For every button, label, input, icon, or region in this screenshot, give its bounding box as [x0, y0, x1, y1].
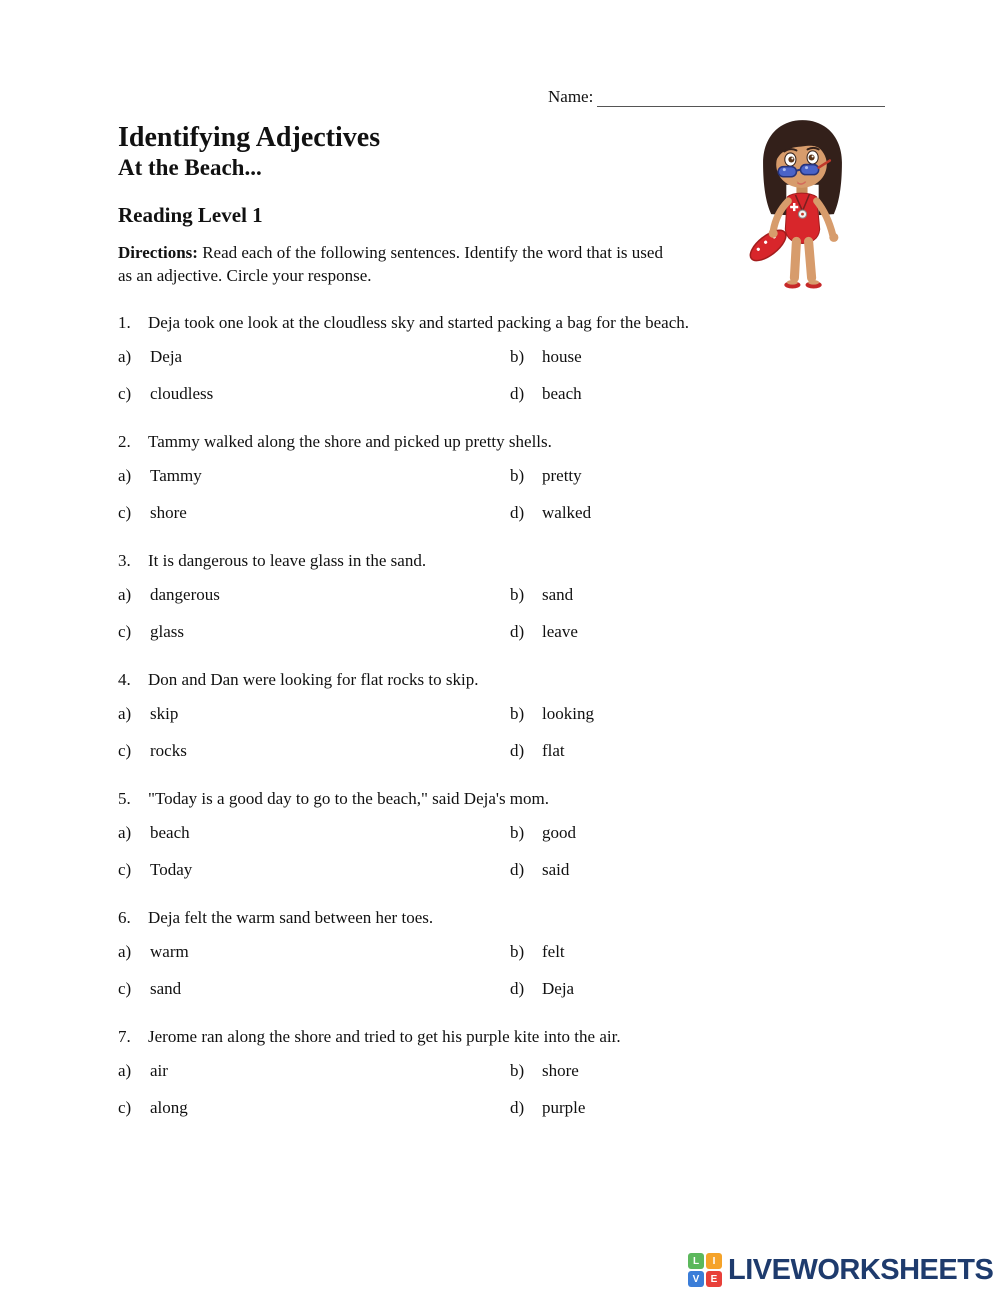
question-sentence: It is dangerous to leave glass in the sand.	[148, 551, 427, 570]
option-text: dangerous	[150, 585, 220, 604]
question-block	[118, 550, 882, 643]
question-block	[118, 788, 882, 881]
directions-body: Read each of the following sentences. Identify the word that is used as an adjective. Circle your response.	[118, 243, 663, 285]
answer-option-b[interactable]	[510, 1060, 882, 1082]
option-text: shore	[150, 503, 187, 522]
question-options	[118, 703, 882, 762]
question-options	[118, 941, 882, 1000]
answer-option-b[interactable]	[510, 346, 882, 368]
option-letter: a)	[118, 585, 132, 604]
option-letter: c)	[118, 860, 132, 879]
option-text: along	[150, 1098, 188, 1117]
answer-option-d[interactable]	[510, 740, 882, 762]
question-sentence-row	[118, 1026, 882, 1048]
directions-text	[118, 241, 678, 287]
option-letter: b)	[510, 585, 525, 604]
question-block	[118, 431, 882, 524]
answer-option-a[interactable]	[118, 822, 510, 844]
answer-option-d[interactable]	[510, 621, 882, 643]
answer-option-c[interactable]	[118, 383, 510, 405]
option-letter: d)	[510, 622, 525, 641]
option-letter: c)	[118, 503, 132, 522]
option-letter: c)	[118, 979, 132, 998]
logo-tile-i: I	[706, 1253, 722, 1269]
question-sentence: Don and Dan were looking for flat rocks to skip.	[148, 670, 479, 689]
answer-option-a[interactable]	[118, 346, 510, 368]
answer-option-a[interactable]	[118, 584, 510, 606]
option-letter: a)	[118, 823, 132, 842]
question-sentence: Tammy walked along the shore and picked up pretty shells.	[148, 432, 552, 451]
answer-option-a[interactable]	[118, 465, 510, 487]
answer-option-c[interactable]	[118, 502, 510, 524]
question-number: 7.	[118, 1027, 131, 1046]
answer-option-b[interactable]	[510, 703, 882, 725]
option-letter: b)	[510, 942, 525, 961]
reading-level-label: Reading Level 1	[118, 203, 263, 227]
option-letter: d)	[510, 503, 525, 522]
question-sentence-row	[118, 907, 882, 929]
option-letter: d)	[510, 979, 525, 998]
option-letter: a)	[118, 1061, 132, 1080]
answer-option-c[interactable]	[118, 978, 510, 1000]
page-subtitle: At the Beach...	[118, 155, 262, 180]
option-text: sand	[542, 585, 574, 604]
question-number: 3.	[118, 551, 131, 570]
liveworksheets-logo-icon	[688, 1253, 723, 1288]
option-text: leave	[542, 622, 578, 641]
questions-list	[118, 312, 882, 1145]
question-sentence: Deja took one look at the cloudless sky and started packing a bag for the beach.	[148, 313, 689, 332]
option-letter: c)	[118, 622, 132, 641]
answer-option-b[interactable]	[510, 941, 882, 963]
option-letter: c)	[118, 384, 132, 403]
question-block	[118, 312, 882, 405]
option-text: air	[150, 1061, 168, 1080]
option-text: beach	[150, 823, 190, 842]
option-text: glass	[150, 622, 184, 641]
question-sentence: Jerome ran along the shore and tried to get his purple kite into the air.	[148, 1027, 621, 1046]
option-letter: b)	[510, 704, 525, 723]
name-label: Name:	[548, 87, 594, 106]
question-number: 6.	[118, 908, 131, 927]
option-letter: d)	[510, 741, 525, 760]
option-letter: d)	[510, 1098, 525, 1117]
option-text: shore	[542, 1061, 579, 1080]
question-sentence-row	[118, 312, 882, 334]
question-block	[118, 907, 882, 1000]
option-letter: a)	[118, 942, 132, 961]
answer-option-b[interactable]	[510, 465, 882, 487]
name-input-line[interactable]	[597, 89, 885, 107]
answer-option-d[interactable]	[510, 978, 882, 1000]
worksheet-header	[118, 122, 718, 287]
question-number: 5.	[118, 789, 131, 808]
option-text: skip	[150, 704, 179, 723]
answer-option-c[interactable]	[118, 740, 510, 762]
answer-option-a[interactable]	[118, 941, 510, 963]
option-text: house	[542, 347, 582, 366]
question-sentence-row	[118, 669, 882, 691]
lifeguard-girl-illustration	[740, 114, 865, 294]
question-number: 2.	[118, 432, 131, 451]
lifeguard-girl-icon	[740, 114, 865, 294]
option-text: felt	[542, 942, 565, 961]
question-options	[118, 1060, 882, 1119]
option-text: Deja	[150, 347, 183, 366]
option-letter: b)	[510, 823, 525, 842]
answer-option-b[interactable]	[510, 822, 882, 844]
option-text: good	[542, 823, 576, 842]
question-block	[118, 1026, 882, 1119]
question-options	[118, 346, 882, 405]
answer-option-d[interactable]	[510, 859, 882, 881]
option-text: sand	[150, 979, 182, 998]
answer-option-c[interactable]	[118, 859, 510, 881]
question-sentence: Deja felt the warm sand between her toes.	[148, 908, 434, 927]
directions-label: Directions:	[118, 243, 198, 262]
option-letter: d)	[510, 384, 525, 403]
option-text: cloudless	[150, 384, 214, 403]
question-options	[118, 465, 882, 524]
option-text: pretty	[542, 466, 582, 485]
option-letter: c)	[118, 741, 132, 760]
option-text: walked	[542, 503, 592, 522]
option-letter: a)	[118, 347, 132, 366]
option-letter: b)	[510, 466, 525, 485]
question-sentence: "Today is a good day to go to the beach," said Deja's mom.	[148, 789, 550, 808]
logo-tile-e: E	[706, 1271, 722, 1287]
option-text: looking	[542, 704, 594, 723]
name-row	[548, 87, 885, 107]
option-text: said	[542, 860, 570, 879]
answer-option-a[interactable]	[118, 1060, 510, 1082]
question-sentence-row	[118, 550, 882, 572]
answer-option-c[interactable]	[118, 1097, 510, 1119]
question-number: 1.	[118, 313, 131, 332]
option-letter: b)	[510, 347, 525, 366]
option-text: Today	[150, 860, 193, 879]
question-sentence-row	[118, 431, 882, 453]
option-text: beach	[542, 384, 582, 403]
liveworksheets-logo[interactable]	[688, 1253, 993, 1288]
option-text: rocks	[150, 741, 187, 760]
answer-option-d[interactable]	[510, 383, 882, 405]
question-number: 4.	[118, 670, 131, 689]
option-letter: b)	[510, 1061, 525, 1080]
logo-tile-l: L	[688, 1253, 704, 1269]
answer-option-d[interactable]	[510, 502, 882, 524]
logo-wordmark: LIVEWORKSHEETS	[728, 1254, 994, 1286]
logo-tile-v: V	[688, 1271, 704, 1287]
option-text: warm	[150, 942, 189, 961]
option-letter: c)	[118, 1098, 132, 1117]
question-sentence-row	[118, 788, 882, 810]
option-letter: d)	[510, 860, 525, 879]
option-letter: a)	[118, 466, 132, 485]
option-letter: a)	[118, 704, 132, 723]
question-options	[118, 822, 882, 881]
question-options	[118, 584, 882, 643]
question-block	[118, 669, 882, 762]
option-text: purple	[542, 1098, 586, 1117]
page-title: Identifying Adjectives	[118, 122, 381, 153]
option-text: Deja	[542, 979, 575, 998]
answer-option-a[interactable]	[118, 703, 510, 725]
option-text: flat	[542, 741, 565, 760]
answer-option-d[interactable]	[510, 1097, 882, 1119]
option-text: Tammy	[150, 466, 202, 485]
answer-option-c[interactable]	[118, 621, 510, 643]
answer-option-b[interactable]	[510, 584, 882, 606]
